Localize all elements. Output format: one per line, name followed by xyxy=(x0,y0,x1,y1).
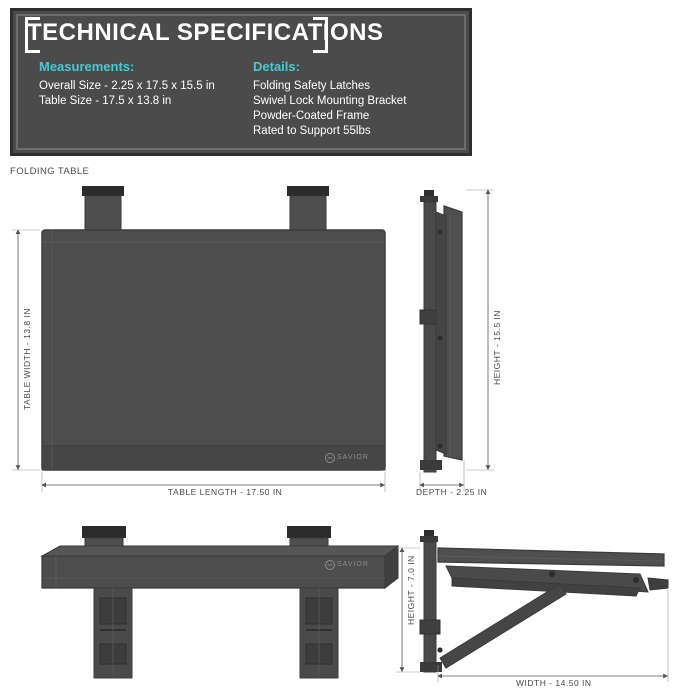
detail-line: Swivel Lock Mounting Bracket xyxy=(253,95,407,107)
view-front-table xyxy=(12,186,385,492)
dim-width-open: WIDTH - 14.50 IN xyxy=(516,678,592,688)
dim-depth: DEPTH - 2.25 IN xyxy=(416,487,488,497)
dim-height-folded: HEIGHT - 15.5 IN xyxy=(492,310,502,385)
measurement-line: Overall Size - 2.25 x 17.5 x 15.5 in xyxy=(39,80,215,92)
dim-height-open: HEIGHT - 7.0 IN xyxy=(406,555,416,625)
detail-line: Rated to Support 55lbs xyxy=(253,125,371,137)
brand-wordmark: SAVIOR xyxy=(337,454,369,461)
detail-line: Folding Safety Latches xyxy=(253,80,370,92)
details-heading: Details: xyxy=(253,59,300,74)
measurements-heading: Measurements: xyxy=(39,59,135,74)
dim-table-length: TABLE LENGTH - 17.50 IN xyxy=(168,487,283,497)
detail-line: Powder-Coated Frame xyxy=(253,110,370,122)
product-drawings xyxy=(0,160,679,690)
panel-title: TECHNICAL SPECIFICATIONS xyxy=(27,19,384,46)
details-column xyxy=(253,59,468,139)
dim-table-width: TABLE WIDTH - 13.8 IN xyxy=(22,308,32,410)
view-side-folded xyxy=(420,190,494,492)
technical-specifications-panel xyxy=(10,8,472,156)
view-underside xyxy=(42,526,398,678)
brand-wordmark: SAVIOR xyxy=(337,561,369,568)
figure-main-label: FOLDING TABLE xyxy=(10,166,90,177)
measurement-line: Table Size - 17.5 x 13.8 in xyxy=(39,95,172,107)
view-side-open xyxy=(396,530,668,682)
measurements-column xyxy=(39,59,249,109)
